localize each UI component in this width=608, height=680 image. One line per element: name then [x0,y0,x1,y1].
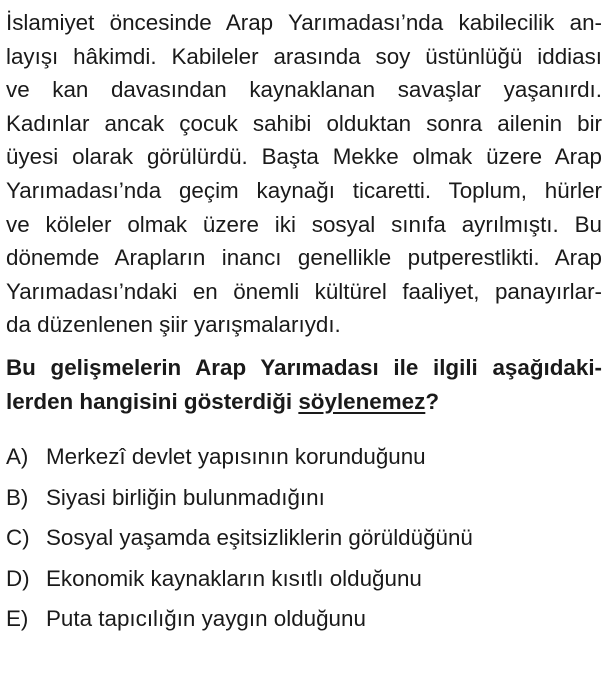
question-text: lerden hangisini gösterdiği [6,388,299,414]
passage-line: İslamiyet öncesinde Arap Yarımadası’nda kabilecilik an- [6,10,602,35]
passage-line: ve köleler olmak üzere iki sosyal sınıfa ayrılmıştı. Bu [6,211,602,237]
question-line: Bu gelişmelerin Arap Yarımadası ile ilgili aşağıdaki- [6,354,602,380]
passage-line: layışı hâkimdi. Kabileler arasında soy üstünlüğü iddiası [6,43,602,69]
option-text: Siyasi birliğin bulunmadığını [46,484,325,510]
question-mark: ? [425,388,439,414]
option-letter: D) [6,565,30,591]
option-letter: E) [6,606,29,632]
option-letter: B) [6,484,29,510]
option-text: Sosyal yaşamda eşitsizliklerin görüldüğünü [46,525,473,551]
option-text: Puta tapıcılığın yaygın olduğunu [46,606,366,632]
option-letter: A) [6,444,29,470]
option-text: Merkezî devlet yapısının korunduğunu [46,444,426,470]
passage-line: da düzenlenen şiir yarışmalarıydı. [6,312,341,338]
option-text: Ekonomik kaynakların kısıtlı olduğunu [46,565,422,591]
option-letter: C) [6,525,30,551]
passage-line: Yarımadası’nda geçim kaynağı ticaretti. Toplum, hürler [6,177,602,203]
option-b[interactable] [6,485,602,526]
option-c[interactable] [6,525,602,566]
passage-line: Kadınlar ancak çocuk sahibi olduktan sonra ailenin bir [6,110,602,136]
passage-text [6,6,602,342]
passage-line: dönemde Arapların inancı genellikle putperestlikti. Arap [6,245,602,271]
question-line [6,385,602,419]
passage-line: ve kan davasından kaynaklanan savaşlar yaşanırdı. [6,77,602,103]
option-d[interactable] [6,566,602,607]
option-e[interactable] [6,606,602,647]
question-stem [6,351,602,418]
passage-line: üyesi olarak görülürdü. Başta Mekke olmak üzere Arap [6,144,602,170]
answer-options [6,444,602,647]
question-emphasis: söylenemez [298,388,426,414]
option-a[interactable] [6,444,602,485]
passage-line: Yarımadası’ndaki en önemli kültürel faaliyet, panayırlar- [6,278,602,304]
